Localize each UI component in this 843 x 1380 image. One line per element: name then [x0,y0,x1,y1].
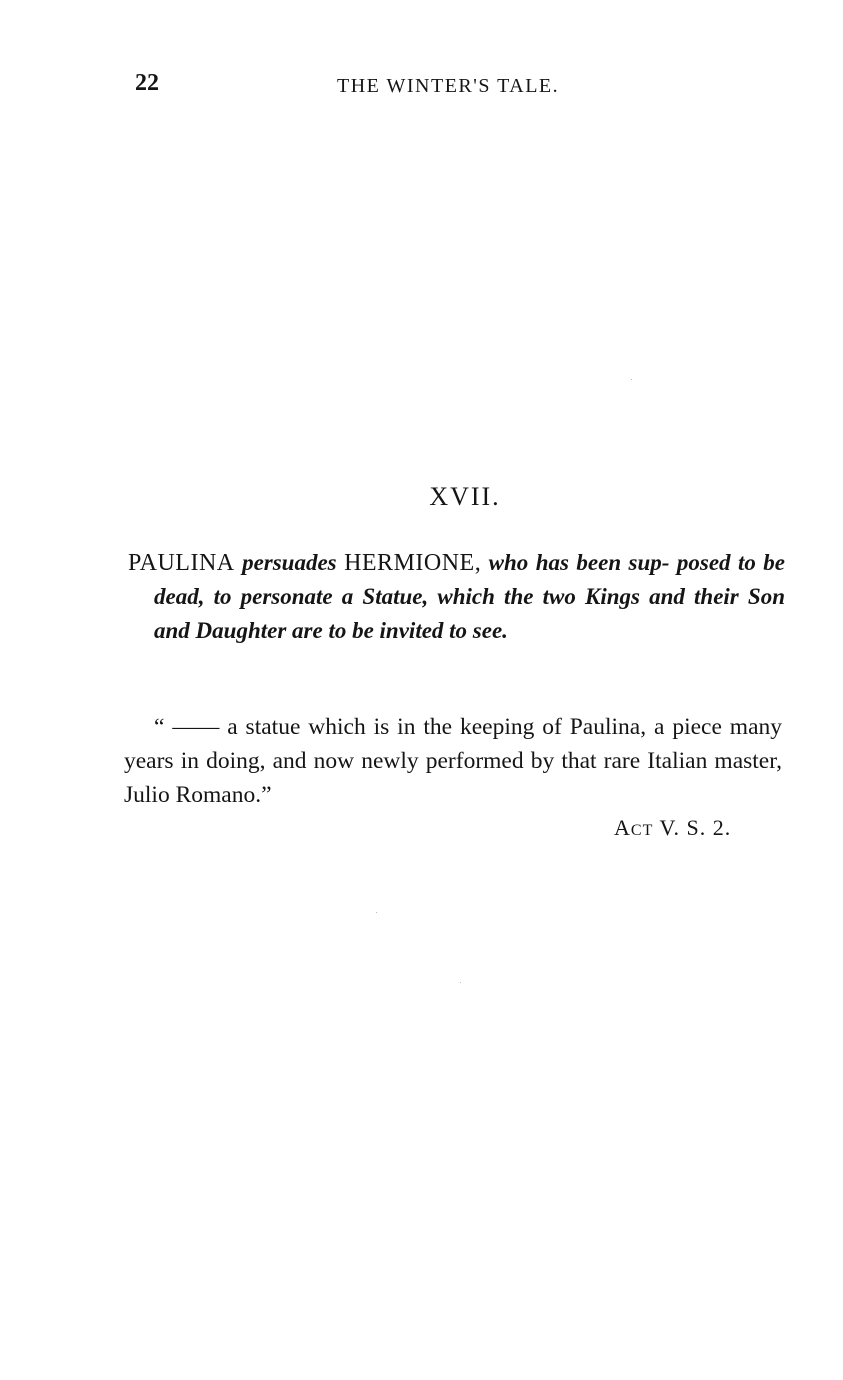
plate-caption [128,546,785,648]
quotation-opening: “ —— a statue which is in the keeping of Paulina, a [154,714,665,740]
paper-speck [631,379,632,380]
plate-number: XVII. [429,482,501,511]
running-title: THE WINTER'S TALE. [337,75,560,97]
paper-speck [376,912,377,913]
caption-text-line1: who has been sup- [488,550,670,575]
citation-act-rest: CT [630,822,654,839]
citation-act-initial: A [614,815,631,840]
quotation-rest: piece many years in doing, and now newly performed by that rare Italian master, Julio Romano.” [124,714,783,808]
quotation [124,710,782,812]
page-number: 22 [135,70,159,96]
citation-reference: V. S. 2. [659,815,732,840]
caption-name-hermione: HERMIONE, [344,550,482,576]
citation [614,815,731,841]
caption-text-rest: posed to be dead, to personate a Statue, which the two Kings and their Son and Daughter are to be invited to see. [154,550,786,643]
caption-name-paulina: PAULINA [128,550,235,576]
paper-speck [460,982,461,983]
caption-verb: persuades [242,550,337,575]
